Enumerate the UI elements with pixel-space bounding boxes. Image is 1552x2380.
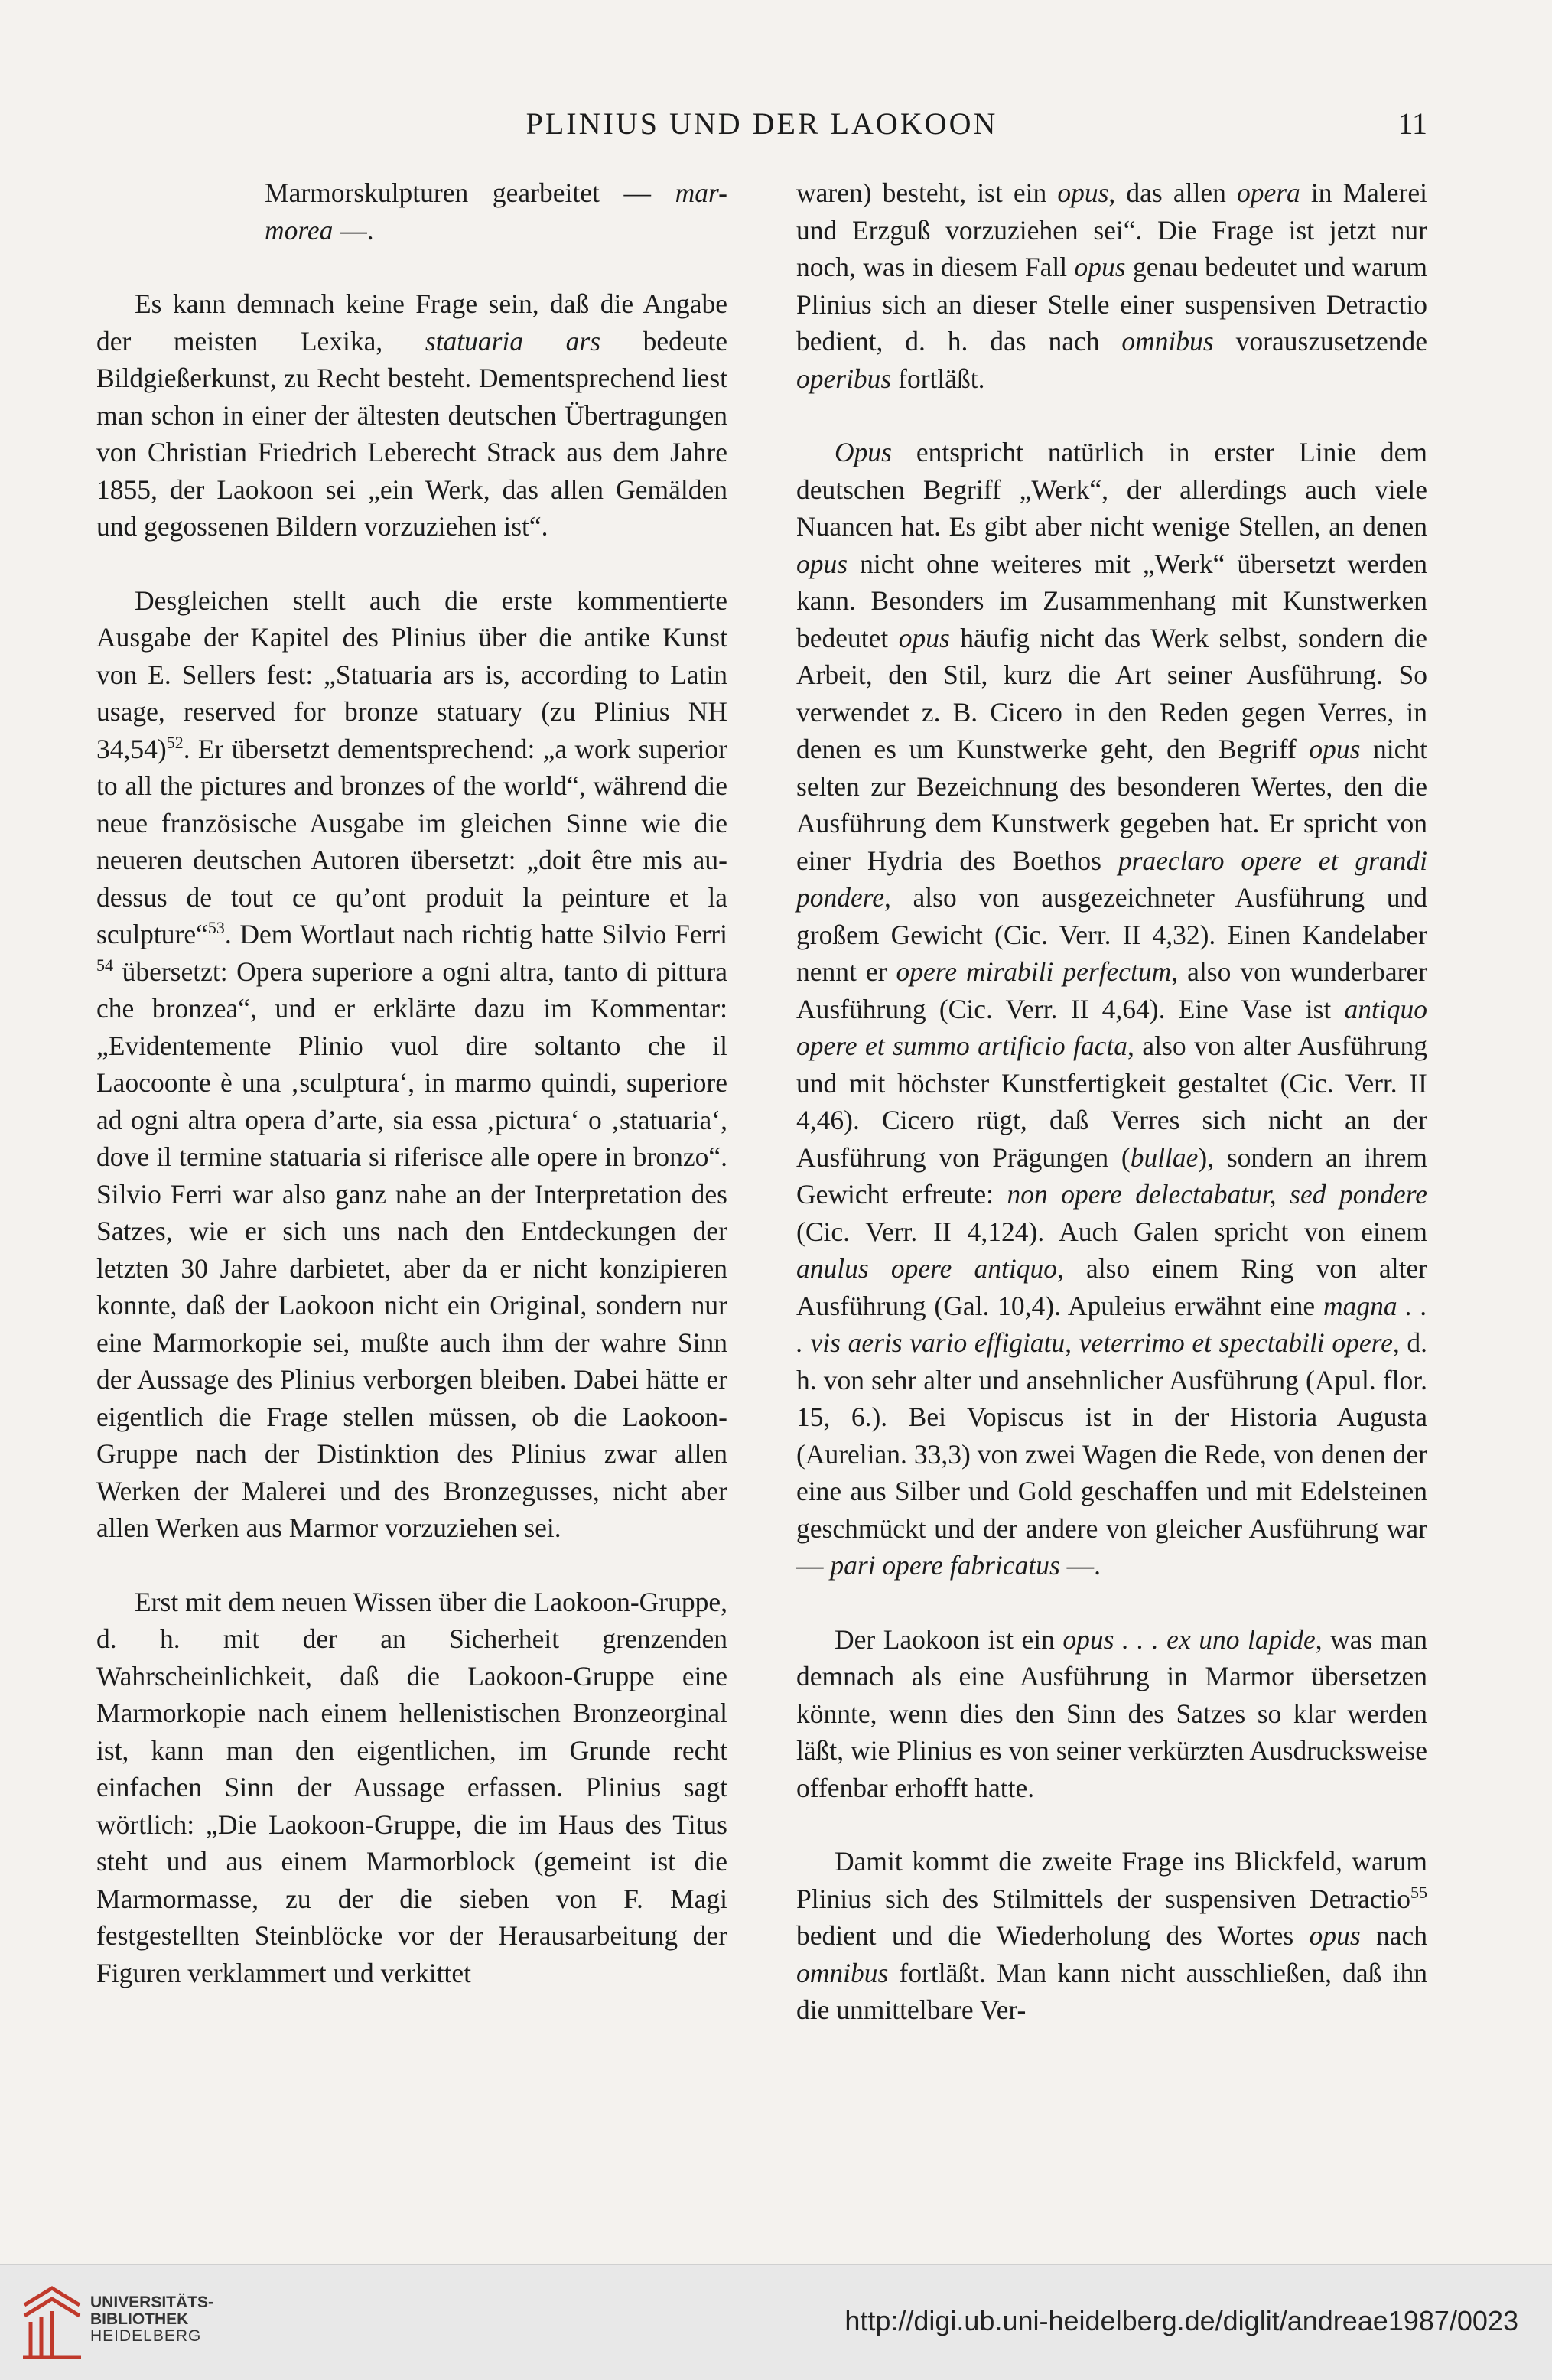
paragraph: waren) besteht, ist ein opus, das allen opera in Malerei und Erzguß vorzuziehen sei“. Die Frage ist jetzt nur noch, was in diesem Fall opus genau bedeutet und warum Plinius sich an dieser Stelle einer suspensiven Detractio bedient, d. h. das nach omnibus vorauszusetzende operibus fortläßt. — [796, 177, 1428, 394]
paragraph: Marmorskulpturen gearbeitet — mar-morea —. — [265, 177, 727, 246]
paragraph: Opus entspricht natürlich in erster Linie dem deutschen Begriff „Werk“, der allerdings auch viele Nuancen hat. Es gibt aber nicht wenige Stellen, an denen opus nicht ohne weiteres mit „Werk“ übersetzt werden kann. Besonders im Zusammenhang mit Kunstwerken bedeutet opus häufig nicht das Werk selbst, sondern die Arbeit, den Stil, kurz die Art seiner Ausführung. So verwendet z. B. Cicero in den Reden gegen Verres, in denen es um Kunstwerke geht, den Begriff opus nicht selten zur Bezeichnung des besonderen Wertes, den die Ausführung dem Kunstwerk gegeben hat. Er spricht von einer Hydria des Boethos praeclaro opere et grandi pondere, also von ausgezeichneter Ausführung und großem Gewicht (Cic. Verr. II 4,32). Einen Kandelaber nennt er opere mirabili perfectum, also von wunderbarer Ausführung (Cic. Verr. II 4,64). Eine Vase ist antiquo opere et summo artificio facta, also von alter Ausführung und mit höchster Kunstfertigkeit gestaltet (Cic. Verr. II 4,46). Cicero rügt, daß Verres sich nicht an der Ausführung von Prägungen (bullae), sondern an ihrem Gewicht erfreute: non opere delectabatur, sed pondere (Cic. Verr. II 4,124). Auch Galen spricht von einem anulus opere antiquo, also einem Ring von alter Ausführung (Gal. 10,4). Apuleius erwähnt eine magna . . . vis aeris vario effigiatu, veterrimo et spectabili opere, d. h. von sehr alter und ansehnlicher Ausführung (Apul. flor. 15, 6.). Bei Vopiscus ist in der Historia Augusta (Aurelian. 33,3) von zwei Wagen die Rede, von denen der eine aus Silber und Gold geschaffen und mit Edelsteinen geschmückt und der andere von gleicher Ausführung war — pari opere fabricatus —. — [796, 437, 1428, 1581]
right-column — [796, 174, 1427, 2029]
running-title: PLINIUS UND DER LAOKOON — [525, 106, 998, 141]
page-header — [96, 106, 1427, 151]
left-column — [96, 174, 727, 1991]
page-number: 11 — [1397, 106, 1427, 141]
university-library-logo-icon — [17, 2282, 87, 2362]
footer-bar — [0, 2264, 1552, 2380]
paragraph: Damit kommt die zweite Frage ins Blickfeld, warum Plinius sich des Stilmittels der suspensiven Detractio$^{55}$ bedient und die Wiederholung des Wortes opus nach omnibus fortläßt. Man kann nicht ausschließen, daß ihn die unmittelbare Ver- — [796, 1846, 1428, 2025]
paragraph: Der Laokoon ist ein opus . . . ex uno lapide, was man demnach als eine Ausführung in Marmor übersetzen könnte, wenn dies den Sinn des Satzes so klar werden läßt, wie Plinius es von seiner verkürzten Ausdrucksweise offenbar erhofft hatte. — [796, 1623, 1427, 1803]
footnote-ref: 54 — [96, 955, 113, 975]
source-url-link[interactable]: http://digi.ub.uni-heidelberg.de/diglit/andreae1987/0023 — [844, 2305, 1518, 2336]
paragraph: Desgleichen stellt auch die erste kommentierte Ausgabe der Kapitel des Plinius über die antike Kunst von E. Sellers fest: „Statuaria ars is, according to Latin usage, reserved for bronze statuary (zu Plinius NH 34,54)$^{52}$. Er übersetzt dementsprechend: „a work superior to all the pictures and bronzes of the world“, während die neue französische Ausgabe im gleichen Sinne wie die neueren deutschen Autoren übersetzt: „doit être mis au-dessus de tout ce qu’ont produit la peinture et la sculpture“$^{53}$. Dem Wortlaut nach richtig hatte Silvio Ferri $^{54}$ übersetzt: Opera superiore a ogni altra, tanto di pittura che bronzea“, und er erklärte dazu im Kommentar: „Evidentemente Plinio vuol dire soltanto che il Laocoonte è una ‚sculptura‘, in marmo quindi, superiore ad ogni altra opera d’arte, sia essa ‚pictura‘ o ‚statuaria‘, dove il termine statuaria si riferisce alle opere in bronzo“. Silvio Ferri war also ganz nahe an der Interpretation des Satzes, wie er sich uns nach den Entdeckungen der letzten 30 Jahre darbietet, aber da er nicht konzipieren konnte, daß der Laokoon nicht ein Original, sondern nur eine Marmorkopie sei, mußte auch ihm der wahre Sinn der Aussage des Plinius verborgen bleiben. Dabei hätte er eigentlich die Frage stellen müssen, ob die Laokoon-Gruppe nach der Distinktion des Plinius zwar allen Werken der Malerei und des Bronzegusses, nicht aber allen Werken aus Marmor vorzuziehen sei. — [96, 584, 727, 1543]
paragraph: Es kann demnach keine Frage sein, daß die Angabe der meisten Lexika, statuaria ars bedeute Bildgießerkunst, zu Recht besteht. Dementsprechend liest man schon in einer der ältesten deutschen Übertragungen von Christian Friedrich Leberecht Strack aus dem Jahre 1855, der Laokoon sei „ein Werk, das allen Gemälden und gegossenen Bildern vorzuziehen ist“. — [96, 288, 727, 542]
paragraph: Erst mit dem neuen Wissen über die Laokoon-Gruppe, d. h. mit der an Sicherheit grenzenden Wahrscheinlichkeit, daß die Laokoon-Gruppe eine Marmorkopie nach einem hellenistischen Bronzeorginal ist, kann man den eigentlichen, im Grunde recht einfachen Sinn der Aussage erfassen. Plinius sagt wörtlich: „Die Laokoon-Gruppe, die im Haus des Titus steht und aus einem Marmorblock (gemeint ist die Marmormasse, zu der die sieben von F. Magi festgestellten Steinblöcke vor der Herausarbeitung der Figuren verklammert und verkittet — [96, 1586, 727, 1988]
footnote-ref: 55 — [1410, 1882, 1427, 1902]
footnote-ref: 53 — [207, 917, 225, 937]
footnote-ref: 52 — [166, 732, 184, 752]
library-name: UNIVERSITÄTS- BIBLIOTHEK HEIDELBERG — [90, 2294, 214, 2345]
